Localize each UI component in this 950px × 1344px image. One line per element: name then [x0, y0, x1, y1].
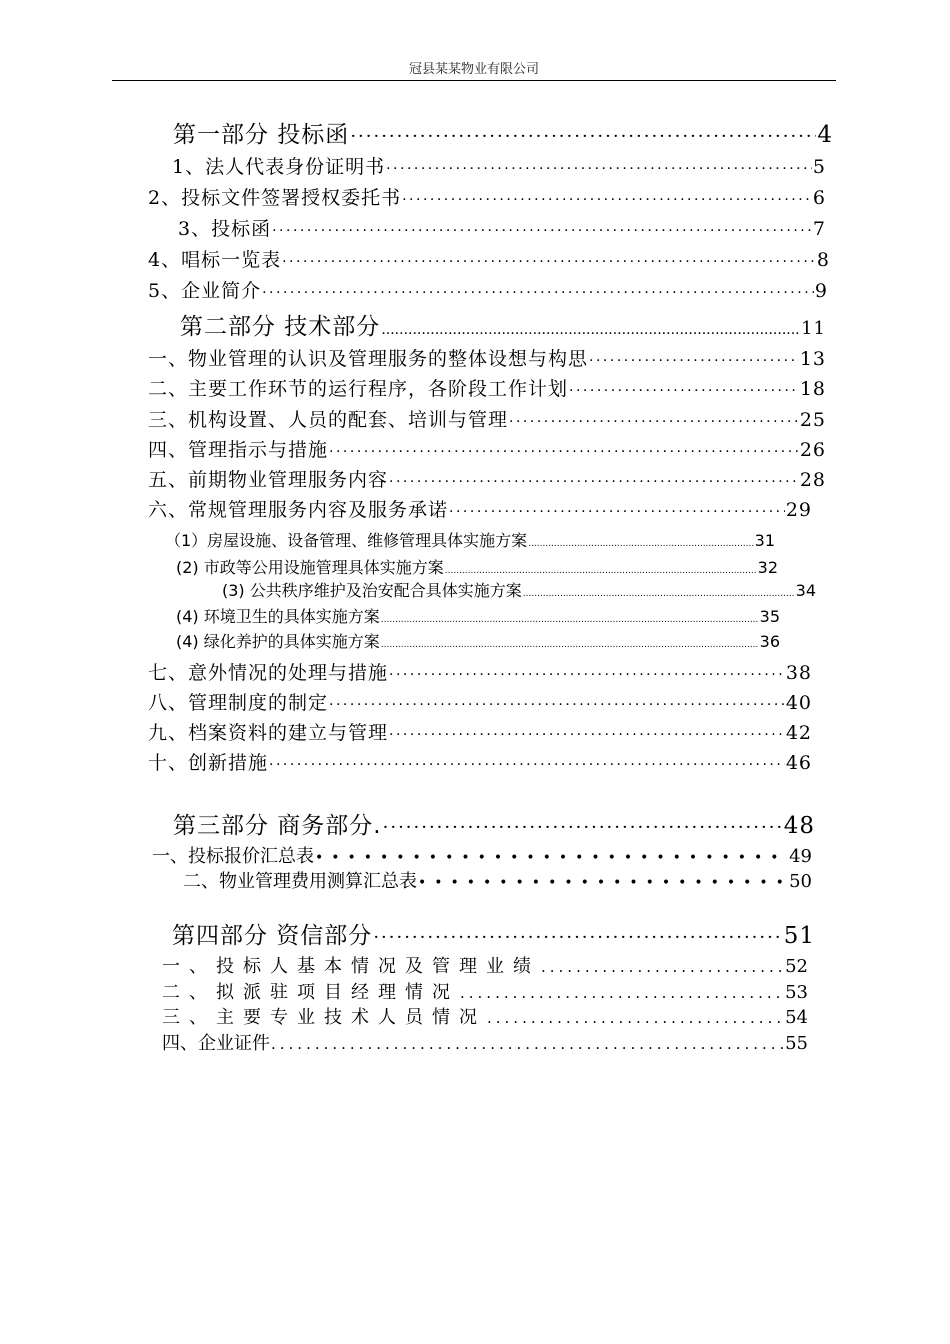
- toc-item-label: (4) 绿化养护的具体实施方案: [176, 632, 380, 651]
- toc-page-number: 9: [814, 280, 828, 302]
- toc-item[interactable]: [148, 435, 826, 462]
- toc-part-1[interactable]: [173, 116, 833, 149]
- dot-leader: [373, 927, 782, 948]
- toc-item[interactable]: [148, 374, 826, 401]
- toc-part-4[interactable]: [172, 917, 815, 950]
- toc-item-label: （1）房屋设施、设备管理、维修管理具体实施方案: [165, 531, 528, 550]
- dot-leader: [272, 223, 812, 239]
- dot-leader: [523, 589, 795, 599]
- toc-item-label: (4) 环境卫生的具体实施方案: [176, 607, 380, 626]
- toc-page-number: 50: [789, 871, 812, 892]
- toc-item[interactable]: [148, 718, 812, 745]
- toc-item[interactable]: [178, 214, 826, 241]
- toc-page-number: 34: [795, 581, 816, 600]
- toc-subitem[interactable]: [222, 578, 816, 601]
- toc-item-label: 三、机构设置、人员的配套、培训与管理: [148, 409, 509, 431]
- toc-page-number: 48: [783, 813, 815, 839]
- dot-leader: [282, 254, 816, 270]
- toc-page-number: 52: [785, 956, 808, 977]
- dot-leader: [389, 727, 785, 743]
- dot-leader: [383, 817, 783, 838]
- toc-item-label: 五、前期物业管理服务内容: [148, 469, 389, 491]
- toc-item-label: 十、创新措施: [148, 752, 269, 774]
- toc-item[interactable]: [148, 465, 826, 492]
- company-name: 冠县某某物业有限公司: [408, 62, 539, 77]
- toc-part-title: 第一部分 投标函: [173, 122, 350, 148]
- dot-leader: [381, 615, 759, 625]
- toc-subitem[interactable]: [165, 528, 775, 551]
- toc-item-label: (2) 市政等公用设施管理具体实施方案: [176, 558, 444, 577]
- toc-item-label: 3、投标函: [178, 218, 272, 240]
- toc-item[interactable]: [183, 867, 812, 893]
- toc-item[interactable]: [148, 276, 828, 303]
- dot-leader: [528, 539, 753, 549]
- toc-item[interactable]: [152, 842, 812, 868]
- toc-part-title: 第二部分 技术部分: [180, 314, 381, 340]
- toc-page-number: 13: [799, 348, 826, 370]
- toc-item-label: 二、主要工作环节的运行程序，各阶段工作计划: [148, 378, 569, 400]
- toc-item-label: 二、物业管理费用测算汇总表: [183, 871, 417, 892]
- toc-item[interactable]: [162, 1003, 808, 1029]
- toc-page-number: 8: [816, 249, 830, 271]
- dot-leader: [389, 474, 799, 490]
- toc-item-label: 六、常规管理服务内容及服务承诺: [148, 499, 449, 521]
- dot-leader: [402, 192, 812, 208]
- dot-leader: [541, 958, 784, 976]
- toc-page-number: 18: [799, 378, 826, 400]
- toc-part-3[interactable]: [173, 807, 815, 840]
- toc-item[interactable]: [172, 152, 826, 179]
- toc-page-number: 51: [783, 923, 815, 949]
- toc-part-2[interactable]: [180, 308, 826, 341]
- toc-page-number: 46: [785, 752, 812, 774]
- toc-page-number: 54: [785, 1007, 808, 1028]
- dot-leader: [329, 697, 785, 713]
- toc-subitem[interactable]: [176, 555, 778, 578]
- toc-page-number: 36: [759, 632, 780, 651]
- toc-item-label: 一、投标人基本情况及管理业绩: [162, 956, 540, 977]
- toc-item-label: 二、拟派驻项目经理情况: [162, 982, 459, 1003]
- dot-leader: [445, 566, 757, 576]
- toc-page-number: 38: [785, 662, 812, 684]
- toc-subitem[interactable]: [176, 629, 780, 652]
- toc-item-label: 5、企业简介: [148, 280, 262, 302]
- toc-part-title: 第三部分 商务部分.: [173, 813, 382, 839]
- toc-page-number: 31: [754, 531, 775, 550]
- toc-subitem[interactable]: [176, 604, 780, 627]
- toc-item[interactable]: [148, 344, 826, 371]
- toc-item[interactable]: [148, 495, 812, 522]
- dot-leader: [449, 504, 785, 520]
- toc-page-number: 7: [812, 218, 826, 240]
- toc-item[interactable]: [162, 1029, 808, 1055]
- bullet-leader: [418, 875, 788, 891]
- toc-item[interactable]: [148, 183, 826, 210]
- dot-leader: [262, 285, 814, 301]
- toc-item-label: (3) 公共秩序维护及治安配合具体实施方案: [222, 581, 522, 600]
- toc-item[interactable]: [162, 952, 808, 978]
- toc-page-number: 25: [799, 409, 826, 431]
- toc-item-label: 四、企业证件: [162, 1033, 270, 1054]
- toc-part-title: 第四部分 资信部分: [172, 923, 373, 949]
- toc-item-label: 三、主要专业技术人员情况: [162, 1007, 486, 1028]
- toc-item-label: 四、管理指示与措施: [148, 439, 329, 461]
- toc-item[interactable]: [148, 658, 812, 685]
- toc-page-number: 32: [757, 558, 778, 577]
- toc-page-number: 26: [799, 439, 826, 461]
- dot-leader: [269, 757, 785, 773]
- toc-item-label: 一、投标报价汇总表: [152, 846, 314, 867]
- toc-page-number: 5: [812, 156, 826, 178]
- toc-item-label: 一、物业管理的认识及管理服务的整体设想与构思: [148, 348, 589, 370]
- toc-page-number: 42: [785, 722, 812, 744]
- toc-page-number: 40: [785, 692, 812, 714]
- toc-item[interactable]: [148, 748, 812, 775]
- toc-item[interactable]: [148, 245, 830, 272]
- bullet-leader: [315, 850, 788, 866]
- toc-page-number: 6: [812, 187, 826, 209]
- toc-page-number: 53: [785, 982, 808, 1003]
- toc-item[interactable]: [148, 405, 826, 432]
- toc-page-number: 28: [799, 469, 826, 491]
- toc-page-number: 49: [789, 846, 812, 867]
- toc-item-label: 4、唱标一览表: [148, 249, 282, 271]
- dot-leader: [487, 1009, 784, 1027]
- dot-leader: [509, 414, 799, 430]
- toc-page-number: 55: [785, 1033, 808, 1054]
- toc-page-number: 11: [801, 318, 826, 339]
- toc-item-label: 1、法人代表身份证明书: [172, 156, 386, 178]
- toc-page-number: 4: [817, 122, 833, 148]
- toc-page-number: 35: [759, 607, 780, 626]
- dot-leader: [329, 444, 799, 460]
- dot-leader: [569, 383, 799, 399]
- toc-item[interactable]: [162, 978, 808, 1004]
- dot-leader: [350, 126, 816, 147]
- dot-leader: [589, 353, 799, 369]
- dot-leader: [271, 1035, 784, 1053]
- dot-leader: [386, 161, 812, 177]
- dot-leader: [389, 667, 785, 683]
- dot-leader: [381, 640, 759, 650]
- toc-item-label: 九、档案资料的建立与管理: [148, 722, 389, 744]
- toc-item[interactable]: [148, 688, 812, 715]
- toc-page-number: 29: [785, 499, 812, 521]
- toc-item-label: 八、管理制度的制定: [148, 692, 329, 714]
- dot-leader: [460, 984, 784, 1002]
- dot-leader: [381, 322, 800, 338]
- page-header: [112, 62, 836, 81]
- toc-item-label: 2、投标文件签署授权委托书: [148, 187, 402, 209]
- toc-item-label: 七、意外情况的处理与措施: [148, 662, 389, 684]
